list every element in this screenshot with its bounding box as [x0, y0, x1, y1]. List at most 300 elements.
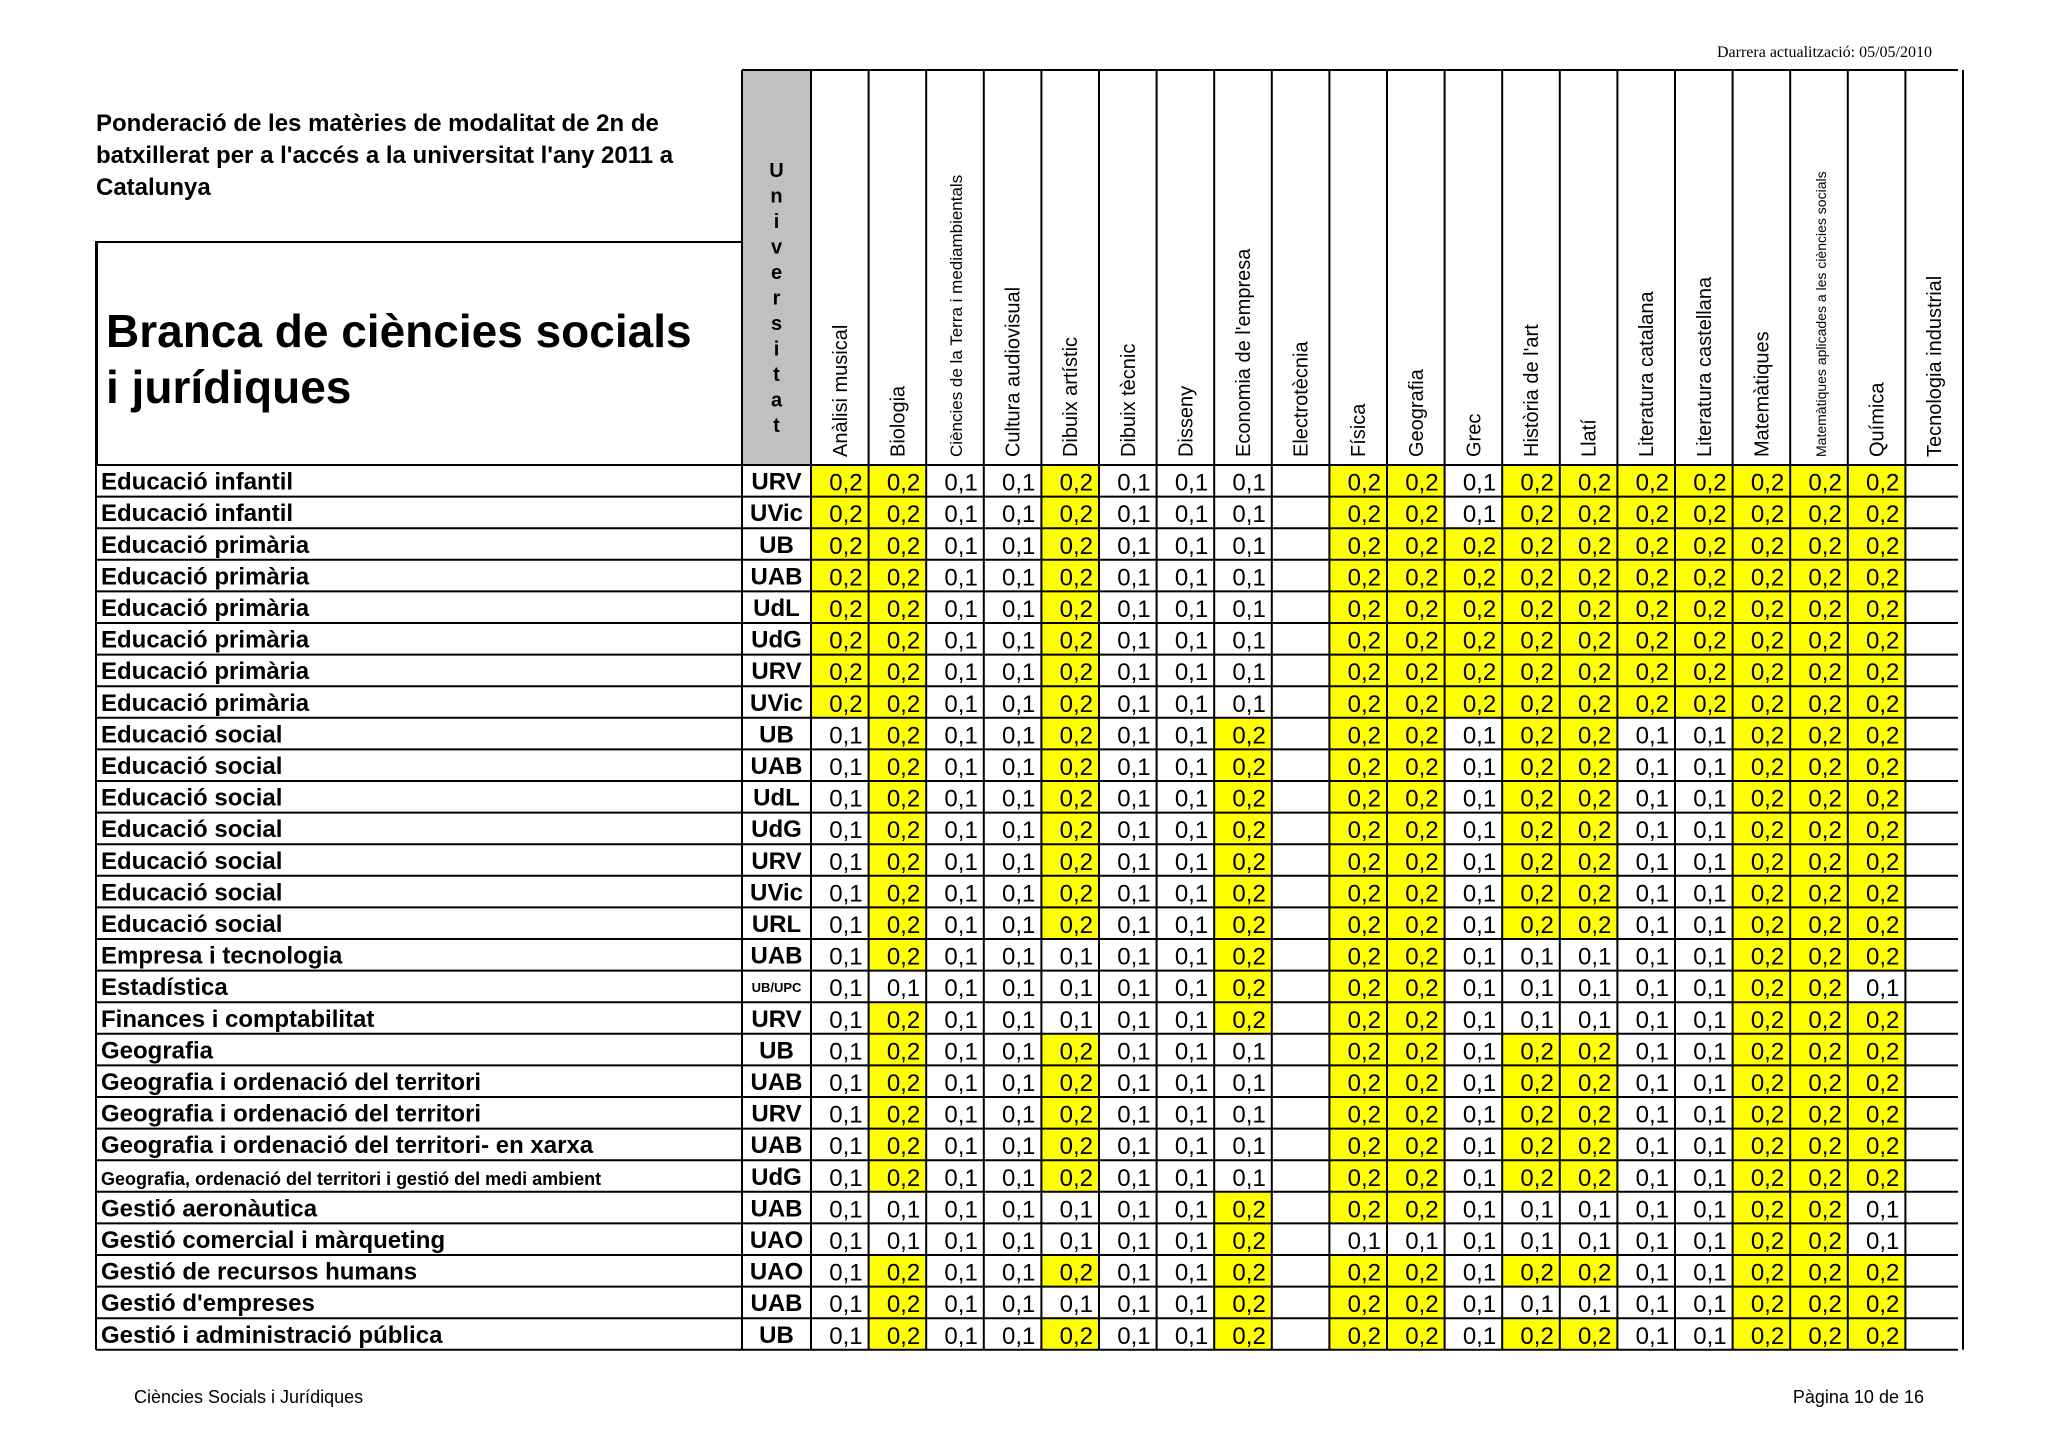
weight-value: 0,1 [1174, 1006, 1209, 1034]
weight-value: 0,1 [944, 596, 978, 623]
weight-value: 0,2 [829, 501, 863, 529]
weight-value: 0,1 [944, 532, 978, 560]
weight-value: 0,2 [1520, 1164, 1554, 1192]
weight-value: 0,2 [1808, 1133, 1842, 1161]
weight-value: 0,1 [1462, 1070, 1497, 1097]
weight-value: 0,1 [1520, 943, 1554, 971]
weight-value: 0,2 [1347, 1164, 1381, 1192]
weight-value: 0,2 [1347, 564, 1381, 592]
weight-value: 0,1 [1693, 722, 1727, 750]
weight-value: 0,1 [1693, 1006, 1727, 1034]
degree-name: Geografia [101, 1037, 214, 1065]
weight-value: 0,1 [1462, 1291, 1497, 1319]
weight-value: 0,1 [1693, 1259, 1727, 1287]
weight-value: 0,2 [1347, 817, 1381, 845]
weight-value: 0,2 [1059, 880, 1093, 908]
weight-value: 0,1 [1462, 1006, 1497, 1034]
weight-value: 0,2 [829, 532, 863, 560]
weight-value: 0,2 [1808, 1259, 1842, 1287]
weight-value: 0,1 [1002, 1164, 1036, 1192]
weight-value: 0,1 [944, 754, 978, 781]
weight-value: 0,1 [1002, 532, 1036, 560]
weight-value: 0,2 [1866, 1101, 1900, 1129]
weight-value: 0,1 [1462, 1322, 1497, 1350]
weight-value: 0,2 [1405, 596, 1439, 623]
weight-value: 0,1 [1232, 1070, 1266, 1097]
weight-value: 0,2 [1059, 1164, 1093, 1192]
weight-value: 0,1 [1635, 785, 1669, 813]
weight-value: 0,1 [829, 722, 863, 750]
weight-value: 0,1 [1174, 912, 1209, 939]
weight-value: 0,2 [1059, 754, 1093, 781]
weight-value: 0,1 [829, 1101, 863, 1129]
degree-name: Educació primària [101, 595, 310, 622]
weight-value: 0,2 [886, 943, 921, 971]
weight-value: 0,2 [886, 690, 921, 718]
weight-value: 0,1 [1117, 975, 1151, 1003]
branch-title-line-2: i jurídiques [106, 361, 352, 413]
weight-value: 0,2 [829, 469, 863, 497]
weight-value: 0,2 [1578, 532, 1612, 560]
weight-value: 0,1 [944, 469, 978, 497]
weight-value: 0,1 [1117, 469, 1151, 497]
weight-value: 0,1 [944, 1006, 978, 1034]
weight-value: 0,2 [1520, 1101, 1554, 1129]
weight-value: 0,2 [1232, 1006, 1266, 1034]
weight-value: 0,1 [1635, 848, 1669, 876]
weight-value: 0,1 [1462, 1133, 1497, 1161]
subject-header: Matemàtiques aplicades a les ciències socials [1813, 171, 1829, 457]
weight-value: 0,2 [829, 659, 863, 687]
weight-value: 0,2 [1808, 912, 1842, 939]
weight-value: 0,2 [1635, 627, 1669, 655]
weight-value: 0,1 [1693, 943, 1727, 971]
weight-value: 0,1 [1117, 596, 1151, 623]
weight-value: 0,1 [1635, 722, 1669, 750]
weight-value: 0,1 [1174, 1101, 1209, 1129]
weight-value: 0,2 [829, 690, 863, 718]
weight-value: 0,2 [886, 627, 921, 655]
university-code: UdG [751, 1163, 802, 1191]
weight-value: 0,2 [1808, 1164, 1842, 1192]
weight-value: 0,1 [829, 1038, 863, 1066]
weight-value: 0,2 [1405, 817, 1439, 845]
weight-value: 0,1 [1002, 1291, 1036, 1319]
weight-value: 0,2 [1347, 1196, 1381, 1224]
weight-value: 0,1 [1117, 1006, 1151, 1034]
weight-value: 0,1 [1174, 848, 1209, 876]
weight-value: 0,2 [886, 501, 921, 529]
weight-value: 0,2 [1520, 690, 1554, 718]
degree-name: Educació infantil [101, 468, 294, 496]
degree-name: Gestió d'empreses [101, 1290, 315, 1318]
weight-value: 0,2 [886, 1322, 921, 1350]
weight-value: 0,1 [829, 880, 863, 908]
weight-value: 0,2 [1578, 785, 1612, 813]
weight-value: 0,2 [1347, 1259, 1381, 1287]
weight-value: 0,1 [1635, 1322, 1669, 1350]
degree-name: Educació primària [101, 658, 310, 686]
weight-value: 0,2 [886, 817, 921, 845]
weight-value: 0,2 [1347, 754, 1381, 781]
weight-value: 0,2 [1578, 690, 1612, 718]
weight-value: 0,1 [1635, 1291, 1669, 1319]
weight-value: 0,1 [1347, 1228, 1381, 1255]
university-code: URV [751, 468, 802, 496]
subject-header: Dibuix tècnic [1117, 343, 1140, 457]
weight-value: 0,1 [1232, 690, 1266, 718]
weight-value: 0,2 [1750, 659, 1785, 687]
weight-value: 0,2 [1866, 1038, 1900, 1066]
university-code: URV [751, 658, 802, 686]
weight-value: 0,2 [1232, 1228, 1266, 1255]
weight-value: 0,2 [1405, 501, 1439, 529]
weight-value: 0,1 [829, 1228, 863, 1255]
weight-value: 0,2 [1520, 848, 1554, 876]
weight-value: 0,2 [1405, 1070, 1439, 1097]
weight-value: 0,2 [1232, 754, 1266, 781]
weight-value: 0,2 [1347, 1322, 1381, 1350]
weight-value: 0,1 [1117, 912, 1151, 939]
university-code: UAO [749, 1258, 804, 1286]
weight-value: 0,1 [1635, 1006, 1669, 1034]
weight-value: 0,2 [1462, 659, 1497, 687]
weight-value: 0,1 [1462, 501, 1497, 529]
weight-value: 0,1 [1635, 1070, 1669, 1097]
weight-value: 0,2 [1578, 1101, 1612, 1129]
weight-value: 0,2 [1520, 1259, 1554, 1287]
weight-value: 0,2 [1866, 532, 1900, 560]
weight-value: 0,2 [1578, 912, 1612, 939]
weight-value: 0,1 [1117, 1133, 1151, 1161]
weight-value: 0,2 [1405, 532, 1439, 560]
weight-value: 0,2 [1866, 817, 1900, 845]
weight-value: 0,1 [1002, 1228, 1036, 1255]
weight-value: 0,2 [1808, 880, 1842, 908]
weight-value: 0,2 [1059, 722, 1093, 750]
weight-value: 0,2 [1693, 596, 1727, 623]
weight-value: 0,2 [1462, 532, 1497, 560]
university-header-letter: v [770, 236, 783, 259]
weight-value: 0,2 [1750, 722, 1785, 750]
weight-value: 0,1 [1174, 1070, 1209, 1097]
weight-value: 0,2 [1578, 880, 1612, 908]
weight-value: 0,2 [1750, 690, 1785, 718]
weight-value: 0,1 [944, 1196, 978, 1224]
weight-value: 0,2 [1750, 880, 1785, 908]
weight-value: 0,2 [886, 659, 921, 687]
weight-value: 0,1 [1462, 817, 1497, 845]
weight-value: 0,2 [1578, 564, 1612, 592]
weight-value: 0,1 [1635, 880, 1669, 908]
degree-name: Finances i comptabilitat [101, 1005, 375, 1033]
weight-value: 0,1 [1002, 912, 1036, 939]
weight-value: 0,1 [1405, 1228, 1439, 1255]
weight-value: 0,2 [1808, 754, 1842, 781]
weight-value: 0,1 [1174, 817, 1209, 845]
weight-value: 0,1 [1232, 1101, 1266, 1129]
weight-value: 0,1 [1635, 1259, 1669, 1287]
weight-value: 0,1 [1462, 754, 1497, 781]
degree-name: Geografia i ordenació del territori [101, 1100, 482, 1128]
weight-value: 0,2 [1750, 501, 1785, 529]
weight-value: 0,1 [1002, 690, 1036, 718]
weight-value: 0,2 [886, 1038, 921, 1066]
weight-value: 0,1 [1693, 785, 1727, 813]
weight-value: 0,2 [1578, 596, 1612, 623]
weight-value: 0,1 [1232, 501, 1266, 529]
weight-value: 0,2 [1059, 1133, 1093, 1161]
degree-name: Empresa i tecnologia [101, 942, 343, 970]
weight-value: 0,2 [1347, 880, 1381, 908]
weight-value: 0,1 [1059, 1228, 1093, 1255]
weight-value: 0,1 [1002, 880, 1036, 908]
weight-value: 0,1 [1578, 1291, 1612, 1319]
weight-value: 0,2 [886, 848, 921, 876]
weight-value: 0,2 [1462, 627, 1497, 655]
weight-value: 0,2 [1462, 690, 1497, 718]
subject-header: Llatí [1578, 419, 1601, 457]
weight-value: 0,1 [1578, 943, 1612, 971]
weight-value: 0,2 [1866, 1259, 1900, 1287]
weight-value: 0,1 [1635, 754, 1669, 781]
weight-value: 0,2 [1520, 659, 1554, 687]
weight-value: 0,1 [1693, 1070, 1727, 1097]
weight-value: 0,1 [1462, 912, 1497, 939]
university-code: UAB [750, 1195, 803, 1223]
university-code: UB/UPC [751, 980, 802, 996]
weight-value: 0,1 [829, 975, 863, 1003]
weight-value: 0,1 [1002, 1133, 1036, 1161]
weight-value: 0,2 [1808, 1322, 1842, 1350]
subject-header: Matemàtiques [1751, 331, 1774, 457]
degree-name: Educació primària [101, 689, 310, 717]
weight-value: 0,2 [1808, 596, 1842, 623]
weight-value: 0,1 [944, 564, 978, 592]
weight-value: 0,2 [1520, 469, 1554, 497]
weight-value: 0,2 [829, 596, 863, 623]
weight-value: 0,2 [1808, 785, 1842, 813]
subject-header: Grec [1463, 413, 1486, 457]
weight-value: 0,1 [1002, 943, 1036, 971]
weight-value: 0,1 [1002, 659, 1036, 687]
weight-value: 0,1 [1693, 880, 1727, 908]
weight-value: 0,1 [1635, 1133, 1669, 1161]
weight-value: 0,1 [1174, 1322, 1209, 1350]
degree-name: Educació social [101, 879, 283, 907]
weight-value: 0,1 [1462, 1196, 1497, 1224]
weight-value: 0,2 [1232, 1322, 1266, 1350]
weight-value: 0,1 [1232, 596, 1266, 623]
weight-value: 0,2 [1520, 1070, 1554, 1097]
weight-value: 0,1 [1174, 690, 1209, 718]
weight-value: 0,2 [1808, 975, 1842, 1003]
degree-name: Educació social [101, 911, 283, 938]
weight-value: 0,2 [1750, 912, 1785, 939]
weight-value: 0,1 [1002, 754, 1036, 781]
weight-value: 0,2 [1405, 564, 1439, 592]
weight-value: 0,1 [1174, 532, 1209, 560]
weight-value: 0,1 [829, 912, 863, 939]
weight-value: 0,2 [1750, 1322, 1785, 1350]
weight-value: 0,1 [1002, 848, 1036, 876]
degree-name: Estadística [101, 974, 228, 1002]
subject-header: Física [1348, 403, 1371, 457]
weight-value: 0,2 [1405, 469, 1439, 497]
weight-value: 0,1 [1693, 817, 1727, 845]
weight-value: 0,1 [1462, 943, 1497, 971]
weight-value: 0,2 [1405, 912, 1439, 939]
weight-value: 0,2 [1347, 1101, 1381, 1129]
weight-value: 0,1 [1117, 785, 1151, 813]
weight-value: 0,2 [1405, 975, 1439, 1003]
weight-value: 0,2 [1059, 1322, 1093, 1350]
weight-value: 0,1 [1578, 975, 1612, 1003]
weight-value: 0,2 [1578, 627, 1612, 655]
weight-value: 0,2 [1059, 596, 1093, 623]
university-code: UAB [750, 942, 803, 970]
weight-value: 0,2 [1405, 1291, 1439, 1319]
weight-value: 0,2 [1520, 596, 1554, 623]
weight-value: 0,2 [886, 532, 921, 560]
weight-value: 0,1 [1117, 880, 1151, 908]
weight-value: 0,2 [1866, 848, 1900, 876]
weight-value: 0,1 [1002, 1038, 1036, 1066]
weight-value: 0,2 [1808, 564, 1842, 592]
weight-value: 0,1 [1174, 975, 1209, 1003]
weight-value: 0,2 [1059, 785, 1093, 813]
weight-value: 0,2 [1520, 817, 1554, 845]
weight-value: 0,2 [1635, 596, 1669, 623]
degree-name: Gestió aeronàutica [101, 1195, 318, 1223]
weight-value: 0,2 [1578, 1322, 1612, 1350]
weight-value: 0,2 [1405, 1101, 1439, 1129]
weight-value: 0,1 [1117, 754, 1151, 781]
weight-value: 0,2 [1347, 627, 1381, 655]
weight-value: 0,1 [1693, 912, 1727, 939]
weight-value: 0,2 [1750, 564, 1785, 592]
weight-value: 0,2 [1866, 690, 1900, 718]
weight-value: 0,2 [1059, 469, 1093, 497]
weight-value: 0,2 [1750, 943, 1785, 971]
weight-value: 0,2 [1520, 532, 1554, 560]
weight-value: 0,2 [1866, 1006, 1900, 1034]
weight-value: 0,2 [1232, 912, 1266, 939]
weight-value: 0,2 [886, 1291, 921, 1319]
weight-value: 0,1 [1174, 1291, 1209, 1319]
weight-value: 0,1 [1002, 469, 1036, 497]
weight-value: 0,1 [1462, 722, 1497, 750]
weight-value: 0,2 [1578, 1259, 1612, 1287]
weight-value: 0,1 [1174, 1196, 1209, 1224]
weight-value: 0,2 [1866, 1133, 1900, 1161]
weight-value: 0,2 [1578, 848, 1612, 876]
weight-value: 0,1 [1002, 564, 1036, 592]
weight-value: 0,2 [1693, 659, 1727, 687]
degree-name: Gestió comercial i màrqueting [101, 1227, 446, 1254]
weight-value: 0,1 [1693, 1322, 1727, 1350]
weight-value: 0,1 [1635, 975, 1669, 1003]
weight-value: 0,2 [1635, 501, 1669, 529]
weight-value: 0,2 [1750, 848, 1785, 876]
weight-value: 0,1 [944, 848, 978, 876]
weight-value: 0,1 [1635, 1164, 1669, 1192]
weight-value: 0,1 [1174, 596, 1209, 623]
degree-name: Gestió i administració pública [101, 1321, 443, 1349]
university-code: URV [751, 1100, 802, 1128]
weight-value: 0,1 [1693, 1196, 1727, 1224]
weight-value: 0,2 [1578, 722, 1612, 750]
university-header-letter: t [773, 415, 780, 437]
weight-value: 0,2 [1750, 785, 1785, 813]
weight-value: 0,1 [1117, 564, 1151, 592]
weight-value: 0,1 [1232, 659, 1266, 687]
weight-value: 0,2 [1866, 880, 1900, 908]
weight-value: 0,2 [1405, 1006, 1439, 1034]
weight-value: 0,1 [1174, 469, 1209, 497]
weight-value: 0,2 [1808, 1291, 1842, 1319]
weight-value: 0,2 [1347, 1070, 1381, 1097]
weight-value: 0,2 [886, 564, 921, 592]
weight-value: 0,2 [1866, 1070, 1900, 1097]
weight-value: 0,2 [1059, 1038, 1093, 1066]
weight-value: 0,1 [1002, 975, 1036, 1003]
weight-value: 0,2 [1866, 1322, 1900, 1350]
weight-value: 0,1 [944, 1164, 978, 1192]
weight-value: 0,2 [1808, 1101, 1842, 1129]
weight-value: 0,1 [1002, 817, 1036, 845]
university-code: UAB [750, 1290, 803, 1318]
weight-value: 0,1 [1462, 1164, 1497, 1192]
weight-value: 0,1 [829, 1196, 863, 1224]
university-code: UB [759, 721, 794, 749]
weight-value: 0,2 [1520, 1133, 1554, 1161]
degree-name: Educació primària [101, 531, 310, 559]
weight-value: 0,1 [829, 943, 863, 971]
weight-value: 0,1 [1117, 1164, 1151, 1192]
degree-name: Gestió de recursos humans [101, 1258, 418, 1286]
weight-value: 0,1 [1059, 975, 1093, 1003]
weight-value: 0,2 [1866, 1291, 1900, 1319]
weight-value: 0,2 [1750, 1196, 1785, 1224]
weight-value: 0,2 [1520, 1038, 1554, 1066]
weight-value: 0,1 [1693, 1038, 1727, 1066]
weight-value: 0,2 [1232, 880, 1266, 908]
university-header-letter: i [773, 338, 780, 361]
weight-value: 0,2 [1520, 564, 1554, 592]
weight-value: 0,1 [1059, 1196, 1093, 1224]
weight-value: 0,2 [1059, 912, 1093, 939]
university-header-letter: n [770, 185, 783, 208]
weight-value: 0,1 [1174, 1038, 1209, 1066]
weight-value: 0,1 [1002, 1259, 1036, 1287]
weight-value: 0,1 [1578, 1196, 1612, 1224]
subject-header: Electrotècnia [1290, 341, 1313, 457]
weight-value: 0,1 [1002, 596, 1036, 623]
weight-value: 0,2 [1462, 564, 1497, 592]
weight-value: 0,2 [1405, 754, 1439, 781]
weight-value: 0,2 [1578, 659, 1612, 687]
weight-value: 0,1 [1520, 1291, 1554, 1319]
degree-name: Geografia i ordenació del territori- en xarxa [101, 1132, 594, 1160]
weight-value: 0,2 [1578, 469, 1612, 497]
weight-value: 0,1 [1635, 943, 1669, 971]
weight-value: 0,2 [1750, 1101, 1785, 1129]
weight-value: 0,1 [1635, 1038, 1669, 1066]
weight-value: 0,2 [1405, 1196, 1439, 1224]
weight-value: 0,2 [1347, 690, 1381, 718]
weight-value: 0,1 [1002, 1006, 1036, 1034]
